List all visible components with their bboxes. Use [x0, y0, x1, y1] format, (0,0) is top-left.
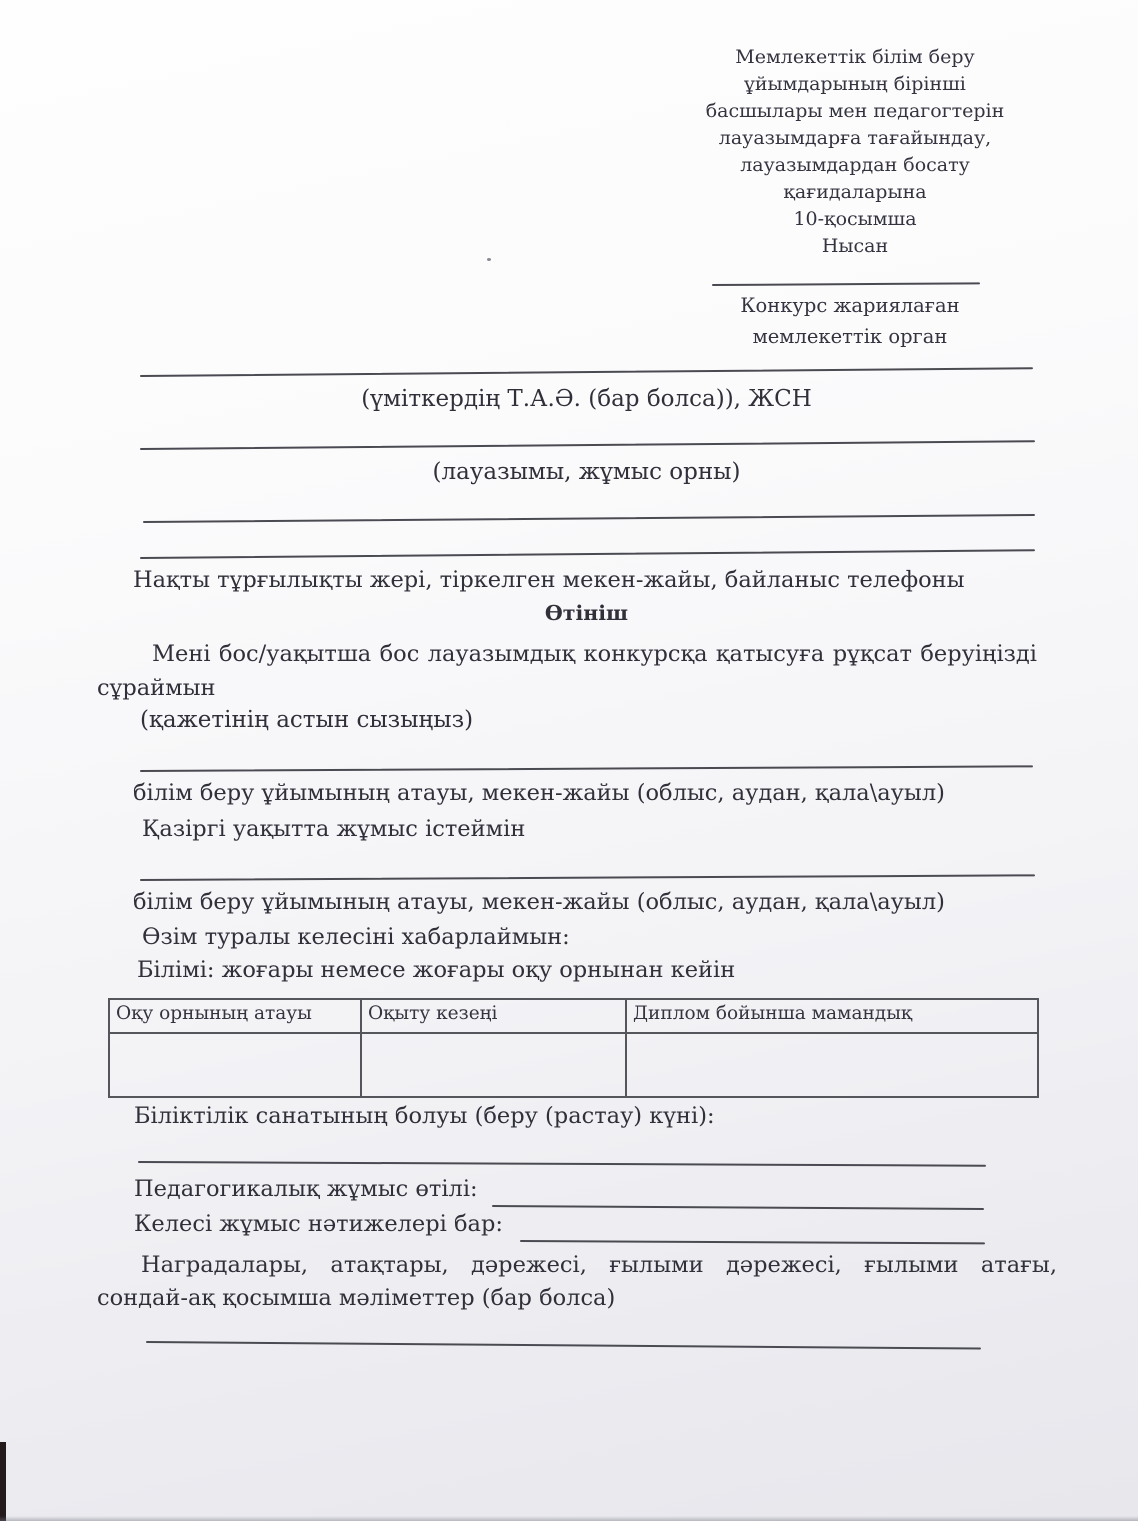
- annex-reference-line: басшылары мен педагогтерін: [705, 100, 1005, 122]
- agency-blank-line: [712, 282, 980, 286]
- position-caption: (лауазымы, жұмыс орны): [432, 459, 741, 485]
- education-table-header-row: [109, 999, 1038, 1033]
- candidate-name-blank-line: [140, 367, 1033, 377]
- awards-blank-line: [146, 1341, 981, 1350]
- form-word-line: Нысан: [821, 235, 889, 257]
- underline-note: (қажетінің астын сызыңыз): [140, 707, 474, 733]
- agency-caption-line: мемлекеттік орган: [752, 325, 948, 348]
- education-line: Білімі: жоғары немесе жоғары оқу орнынан кейін: [137, 957, 736, 983]
- photo-edge-strip: [0, 1442, 6, 1521]
- annex-reference-line: лауазымдардан босату: [740, 154, 970, 176]
- education-table-header-period: Оқыту кезеңі: [361, 999, 626, 1033]
- agency-caption-line: Конкурс жариялаған: [740, 294, 960, 317]
- scan-speckle: [487, 258, 491, 261]
- education-table-cell-specialty: [626, 1033, 1038, 1097]
- annex-reference-line: лауазымдарға тағайындау,: [718, 127, 992, 149]
- education-table: [108, 998, 1039, 1098]
- organization-caption-2: білім беру ұйымының атауы, мекен-жайы (облыс, аудан, қала\ауыл): [133, 889, 945, 915]
- awards-paragraph: Наградалары, атақтары, дәрежесі, ғылыми дәрежесі, ғылыми атағы, сондай-ақ қосымша мәліметтер (бар болса): [97, 1252, 1057, 1311]
- vacancy-organization-blank-line: [140, 765, 1033, 772]
- pedagogical-experience-blank-line: [492, 1205, 984, 1210]
- annex-number-line: 10-қосымша: [793, 208, 917, 230]
- education-table-cell-period: [361, 1033, 626, 1097]
- organization-caption-1: білім беру ұйымының атауы, мекен-жайы (облыс, аудан, қала\ауыл): [133, 780, 945, 806]
- photo-bottom-shadow: [0, 1516, 1138, 1521]
- qualification-category-line: Біліктілік санатының болуы (беру (растау) күні):: [134, 1103, 715, 1129]
- application-title: Өтініш: [544, 601, 629, 625]
- request-paragraph: Мені бос/уақытша бос лауазымдық конкурсқа қатысуға рұқсат беруіңізді сұраймын: [97, 641, 1037, 701]
- education-table-cell-institution: [109, 1033, 361, 1097]
- qualification-blank-line: [138, 1161, 986, 1167]
- current-organization-blank-line: [140, 874, 1035, 881]
- about-self-line: Өзім туралы келесіні хабарлаймын:: [142, 924, 570, 950]
- address-blank-line-2: [140, 549, 1035, 559]
- agency-caption-block: [700, 290, 1000, 352]
- pedagogical-experience-label: Педагогикалық жұмыс өтілі:: [134, 1176, 478, 1202]
- annex-reference-line: ұйымдарының бірінші: [744, 73, 966, 95]
- education-table-empty-row: [109, 1033, 1038, 1097]
- position-blank-line: [140, 440, 1035, 450]
- address-caption: Нақты тұрғылықты жері, тіркелген мекен-жайы, байланыс телефоны: [133, 567, 965, 593]
- work-results-blank-line: [520, 1240, 985, 1244]
- annex-reference-block: [695, 44, 1015, 260]
- annex-reference-line: қағидаларына: [783, 181, 927, 203]
- work-results-label: Келесі жұмыс нәтижелері бар:: [134, 1211, 503, 1237]
- current-work-line: Қазіргі уақытта жұмыс істеймін: [142, 816, 526, 842]
- education-table-header-specialty: Диплом бойынша мамандық: [626, 999, 1038, 1033]
- candidate-name-caption: (үміткердің Т.А.Ә. (бар болса)), ЖСН: [361, 386, 812, 412]
- address-blank-line-1: [143, 514, 1035, 523]
- education-table-header-institution: Оқу орнының атауы: [109, 999, 361, 1033]
- annex-reference-line: Мемлекеттік білім беру: [735, 46, 975, 68]
